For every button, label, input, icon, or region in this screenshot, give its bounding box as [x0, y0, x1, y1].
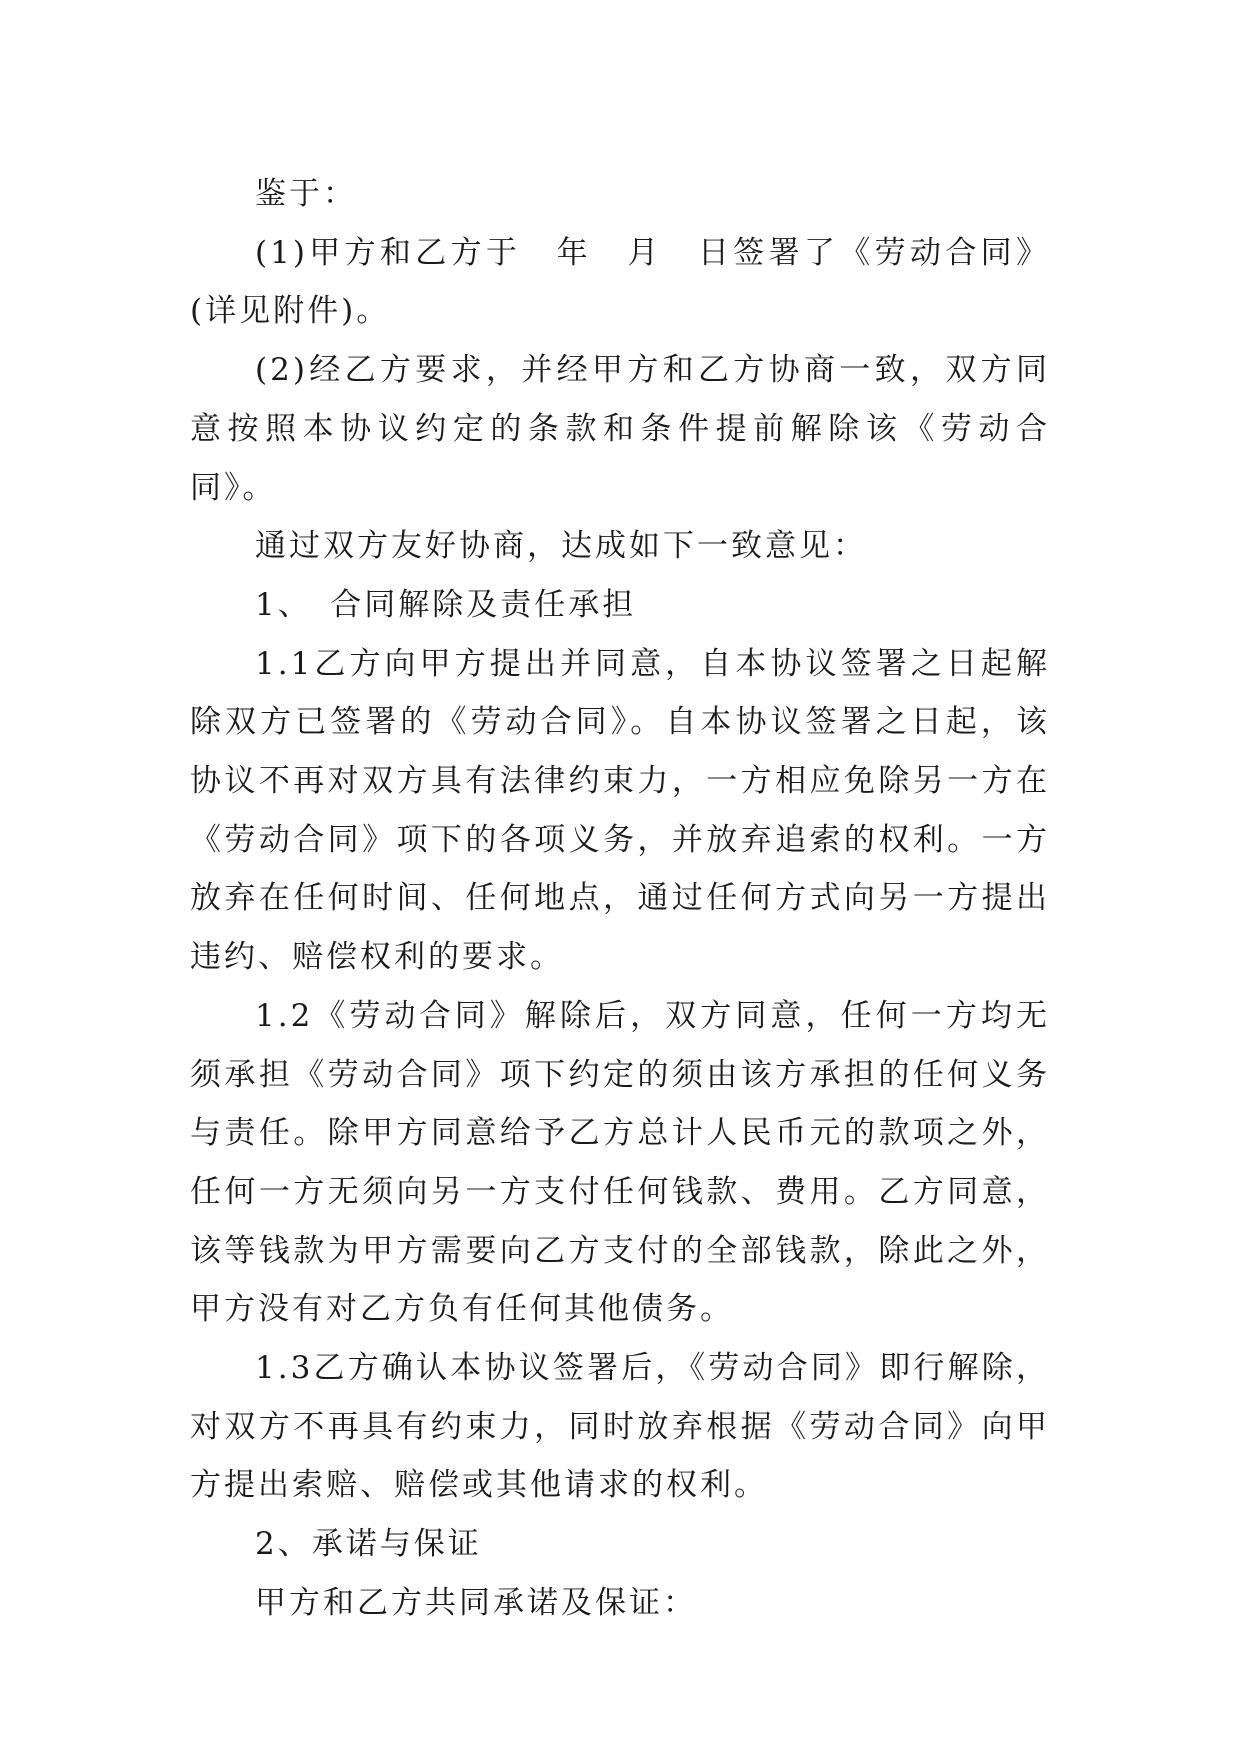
- section-2-heading: 2、承诺与保证: [255, 1526, 482, 1563]
- clause-1-2: 1.2《劳动合同》解除后，双方同意，任何一方均无须承担《劳动合同》项下约定的须由该方承担的任何义务与责任。除甲方同意给予乙方总计人民币元的款项之外，任何一方无须向另一方支付任何钱款、费用。乙方同意，该等钱款为甲方需要向乙方支付的全部钱款，除此之外，甲方没有对乙方负有任何其他债务。: [190, 997, 1050, 1328]
- clause-1-1: 1.1乙方向甲方提出并同意，自本协议签署之日起解除双方已签署的《劳动合同》。自本协议签署之日起，该协议不再对双方具有法律约束力，一方相应免除另一方在《劳动合同》项下的各项义务，并放弃追索的权利。一方放弃在任何时间、任何地点，通过任何方式向另一方提出违约、赔偿权利的要求。: [190, 645, 1050, 976]
- document-body: [190, 165, 1050, 1633]
- recital-1: (1)甲方和乙方于 年 月 日签署了《劳动合同》(详见附件)。: [190, 234, 1050, 330]
- section-2-intro: 甲方和乙方共同承诺及保证：: [255, 1584, 697, 1621]
- clause-1-3: 1.3乙方确认本协议签署后，《劳动合同》即行解除，对双方不再具有约束力，同时放弃根据《劳动合同》向甲方提出索赔、赔偿或其他请求的权利。: [190, 1350, 1050, 1504]
- recital-2: (2)经乙方要求，并经甲方和乙方协商一致，双方同意按照本协议约定的条款和条件提前解除该《劳动合同》。: [190, 352, 1050, 506]
- whereas-heading: 鉴于：: [255, 176, 357, 212]
- agreement-intro: 通过双方友好协商，达成如下一致意见：: [255, 528, 867, 565]
- section-1-heading: 1、 合同解除及责任承担: [255, 586, 637, 623]
